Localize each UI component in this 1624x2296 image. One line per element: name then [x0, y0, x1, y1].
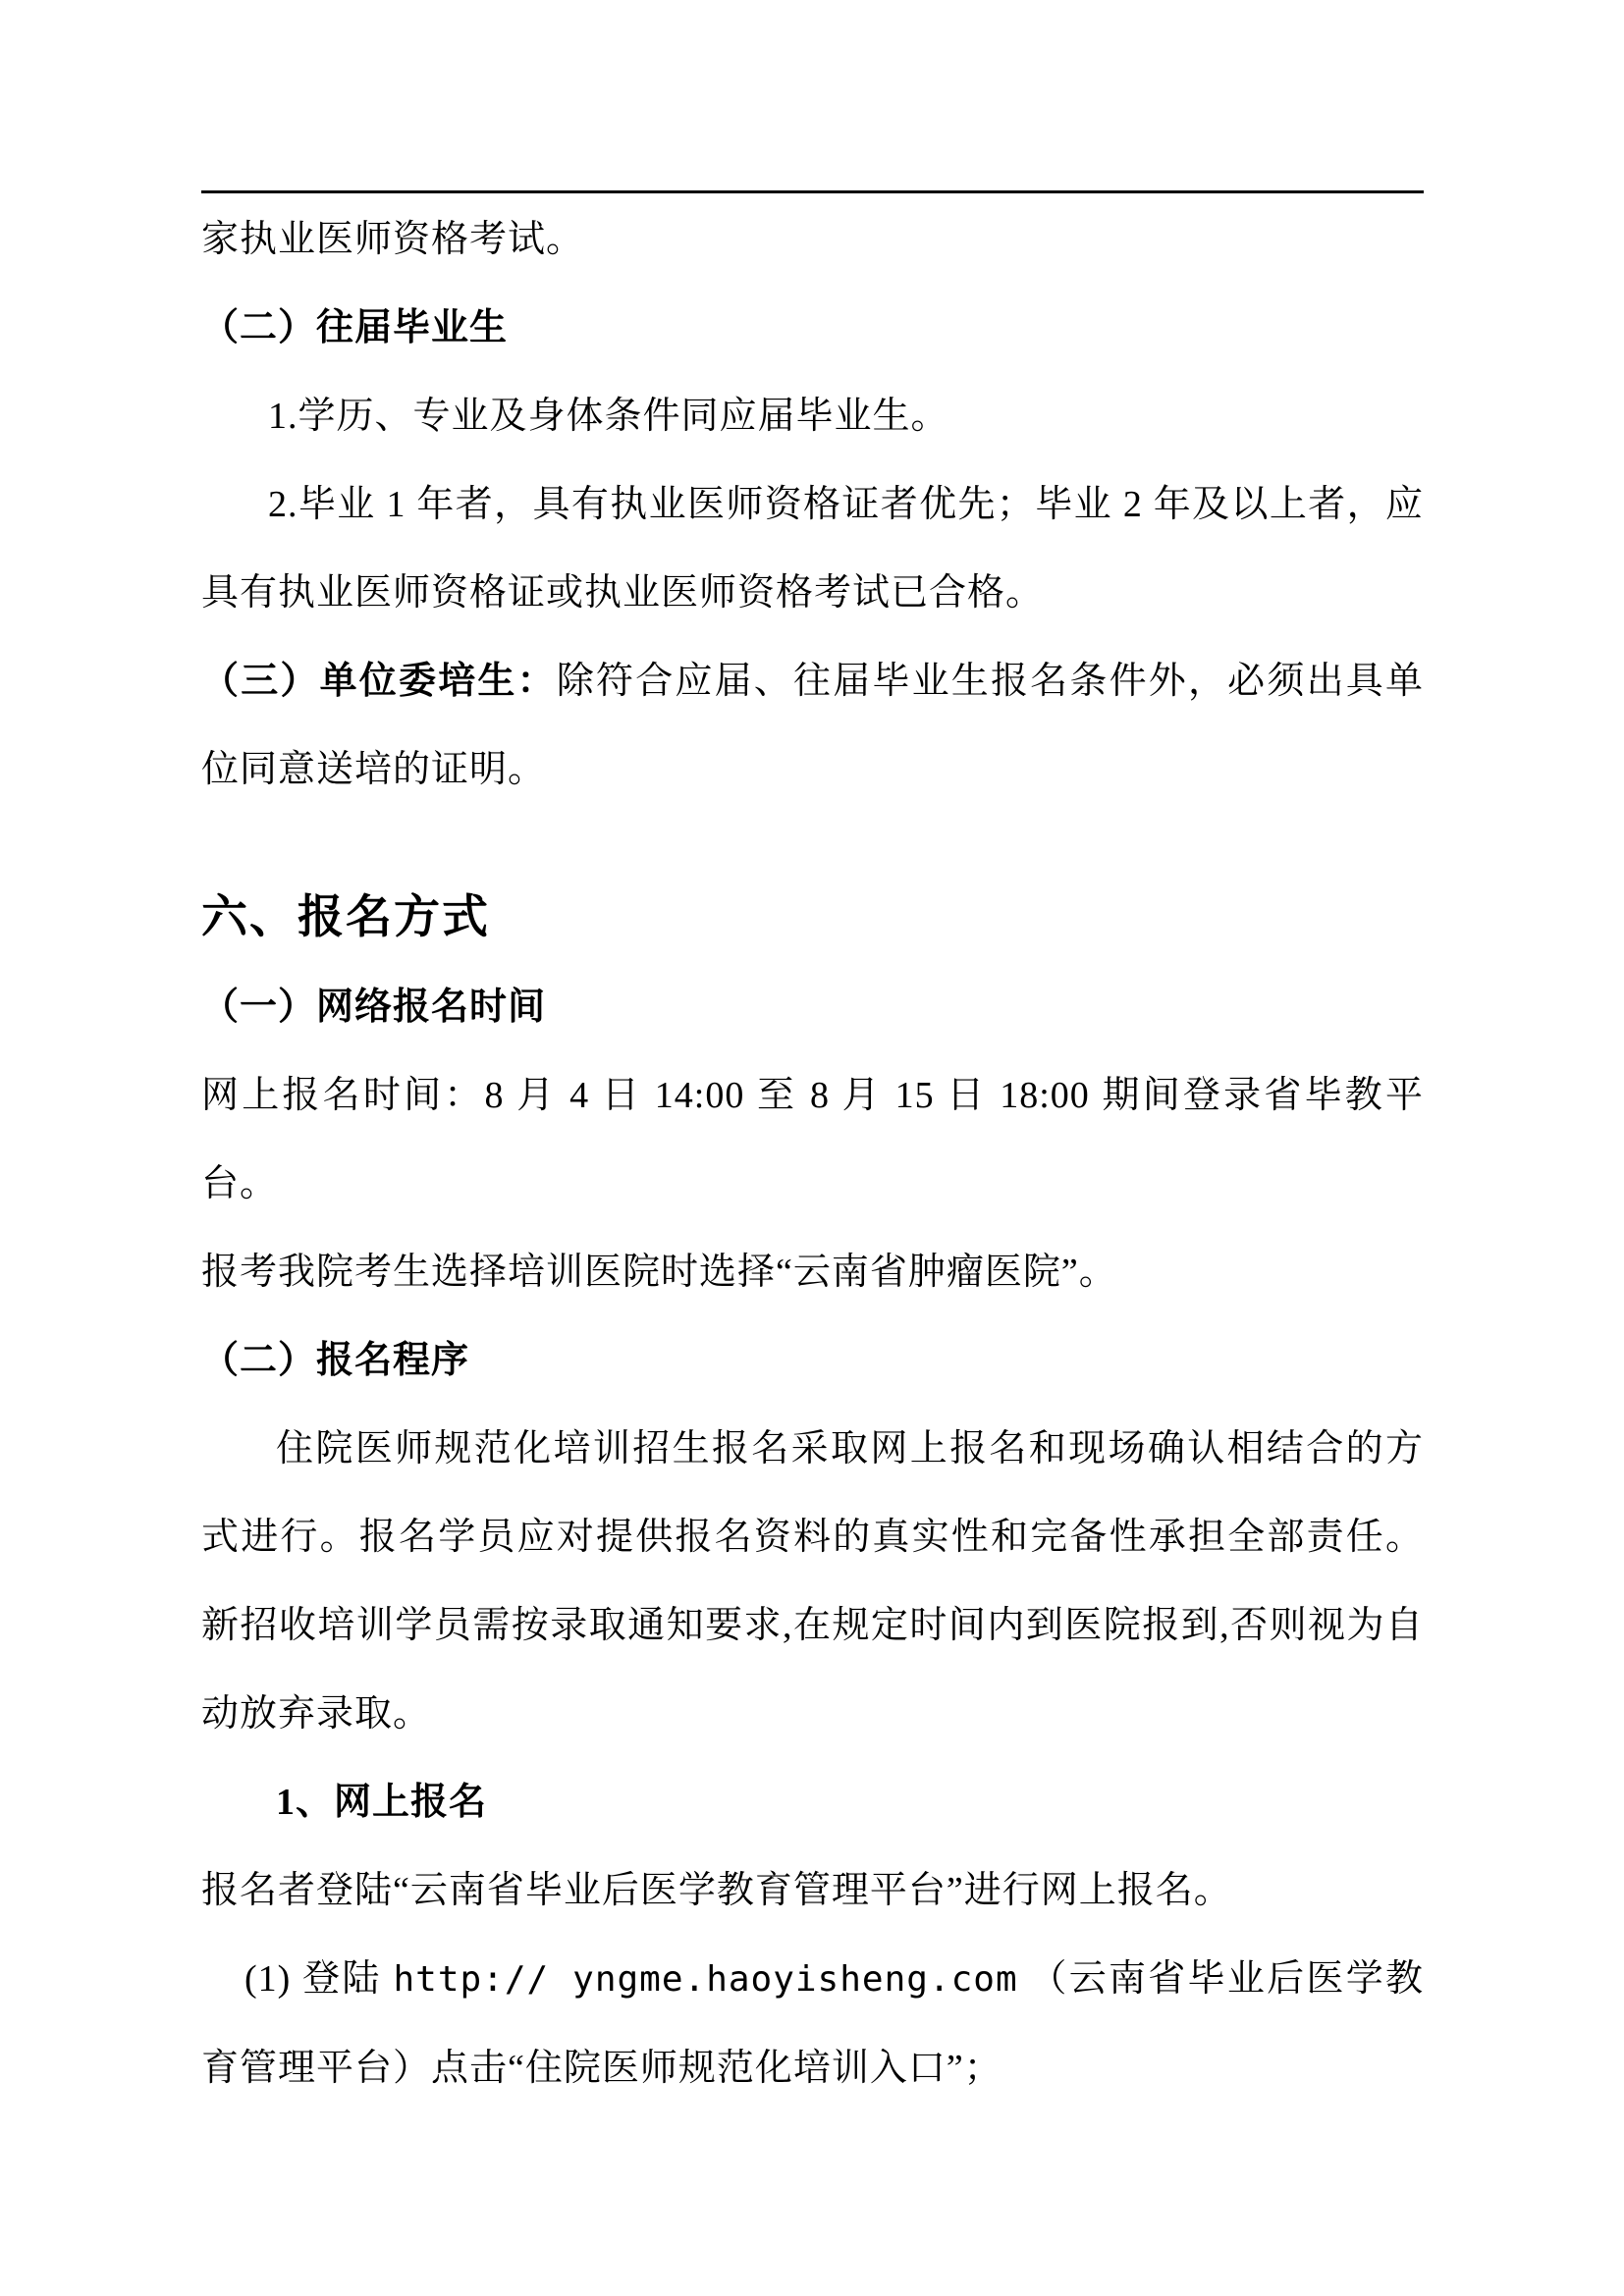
list-item-education-requirement: 1.学历、专业及身体条件同应届毕业生。: [268, 396, 949, 437]
url-text: http:// yngme.haoyisheng.com: [393, 1959, 1018, 2000]
paragraph-unit-commissioned-text: 除符合应届、往届毕业生报名条件外，必须出具单位同意送培的证明。: [201, 661, 1424, 790]
paragraph-unit-commissioned: [201, 637, 1424, 814]
paragraph-exam-continuation: 家执业医师资格考试。: [201, 219, 585, 260]
paragraph-procedure-description: 住院医师规范化培训招生报名采取网上报名和现场确认相结合的方式进行。报名学员应对提供报名资料的真实性和完备性承担全部责任。新招收培训学员需按录取通知要求,在规定时间内到医院报到,否则视为自动放弃录取。: [201, 1428, 1424, 1735]
paragraph-login-url-post: （云南省毕业后医学教育管理平台）点击“住院医师规范化培训入口”；: [201, 1958, 1424, 2089]
paragraph-hospital-selection: 报考我院考生选择培训医院时选择“云南省肿瘤医院”。: [201, 1252, 1117, 1293]
paragraph-registration-time: 网上报名时间：8 月 4 日 14:00 至 8 月 15 日 18:00 期间登录省毕教平台。: [201, 1075, 1424, 1204]
heading-previous-graduates: （二）往届毕业生: [201, 307, 509, 348]
header-rule-divider: [201, 190, 1424, 193]
heading-registration-procedure: （二）报名程序: [201, 1340, 470, 1381]
paragraph-login-url: [201, 1935, 1424, 2112]
paragraph-unit-commissioned-lead: （三）单位委培生：: [201, 661, 557, 702]
paragraph-login-url-pre: (1) 登陆: [244, 1958, 394, 2000]
section-heading-registration-method: 六、报名方式: [201, 892, 490, 943]
list-item-graduation-years: 2.毕业 1 年者，具有执业医师资格证者优先；毕业 2 年及以上者，应具有执业医师资格证或执业医师资格考试已合格。: [201, 484, 1424, 614]
heading-online-registration: 1、网上报名: [276, 1782, 488, 1823]
heading-online-registration-time: （一）网络报名时间: [201, 987, 547, 1028]
paragraph-login-platform: 报名者登陆“云南省毕业后医学教育管理平台”进行网上报名。: [201, 1870, 1232, 1911]
